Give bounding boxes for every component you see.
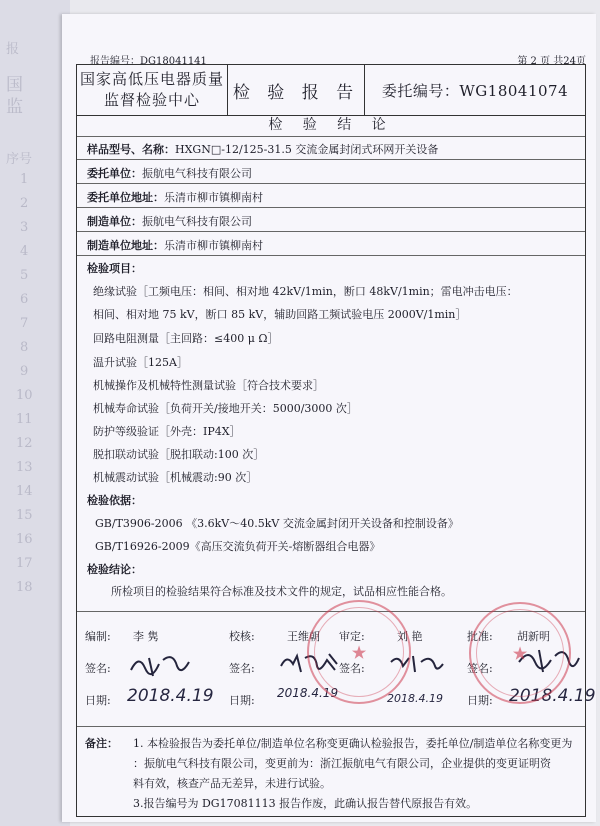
check-label: 校核: — [229, 630, 255, 643]
compile-label: 编制: — [85, 630, 111, 643]
info-label: 委托单位： — [87, 167, 142, 180]
ghost-text: 15 — [16, 508, 33, 523]
info-row — [77, 208, 585, 232]
result-text: 所检项目的检验结果符合标准及技术文件的规定，试品相应性能合格。 — [111, 585, 452, 598]
ghost-text: 3 — [20, 220, 29, 235]
report-body — [76, 114, 596, 817]
approve-name: 胡新明 — [517, 630, 550, 643]
review-name: 刘 艳 — [397, 630, 423, 643]
date-label: 日期: — [467, 694, 493, 707]
test-item: 机械震动试验［机械震动:90 次］ — [93, 471, 258, 484]
ghost-text: 2 — [20, 196, 29, 211]
info-row — [77, 160, 585, 184]
info-value: HXGN□-12/125-31.5 交流金属封闭式环网开关设备 — [175, 143, 439, 156]
info-row — [77, 232, 585, 256]
ghost-text: 13 — [16, 460, 33, 475]
ghost-text: 报 — [6, 42, 20, 57]
entrust-number: 委托编号：WG18041074 — [381, 81, 569, 100]
ghost-text: 7 — [20, 316, 29, 331]
notes-section — [77, 726, 585, 817]
ghost-text: 17 — [16, 556, 33, 571]
sign-label: 签名: — [85, 662, 111, 675]
org-line-2: 监督检验中心 — [103, 91, 200, 109]
basis-title: 检验依据： — [87, 494, 142, 507]
items-title: 检验项目： — [87, 262, 142, 275]
signature-compile — [127, 650, 197, 680]
info-label: 制造单位地址： — [87, 239, 164, 252]
test-item: 回路电阻测量［主回路：≤400 μ Ω］ — [93, 332, 279, 345]
sign-label: 签名: — [339, 662, 365, 675]
info-label: 制造单位： — [87, 215, 142, 228]
date-check: 2018.4.19 — [277, 686, 339, 700]
test-item: 绝缘试验［工频电压：相间、相对地 42kV/1min，断口 48kV/1min；雷电冲击电压： — [93, 285, 518, 298]
info-value: 乐清市柳市镇柳南村 — [164, 191, 263, 204]
test-item: 机械寿命试验［负荷开关/接地开关：5000/3000 次］ — [93, 402, 358, 415]
approve-label: 批准: — [467, 630, 493, 643]
test-item: 机械操作及机械特性测量试验［符合技术要求］ — [93, 379, 324, 392]
ghost-text: 监 — [6, 97, 23, 117]
ghost-text: 14 — [16, 484, 33, 499]
test-item: 相间、相对地 75 kV，断口 85 kV，辅助回路工频试验电压 2000V/1min］ — [93, 308, 467, 321]
test-item: 温升试验［125A］ — [93, 356, 188, 369]
compile-name: 李 隽 — [133, 630, 159, 643]
ghost-text: 6 — [20, 292, 29, 307]
ghost-text: 12 — [16, 436, 33, 451]
test-item: 脱扣联动试验［脱扣联动:100 次］ — [93, 448, 265, 461]
report-title: 检 验 报 告 — [228, 65, 365, 115]
inspection-stamp: ★ — [307, 600, 411, 704]
date-compile: 2018.4.19 — [127, 686, 214, 706]
notes-label: 备注： — [85, 737, 118, 750]
ghost-text: 4 — [20, 244, 29, 259]
date-label: 日期: — [229, 694, 255, 707]
check-name: 王维朝 — [287, 630, 320, 643]
date-review: 2018.4.19 — [387, 692, 443, 705]
info-row — [77, 184, 585, 208]
basis-item: GB/T16926-2009《高压交流负荷开关-熔断器组合电器》 — [95, 540, 381, 553]
date-approve: 2018.4.19 — [509, 686, 596, 706]
result-title: 检验结论： — [87, 563, 142, 576]
organization-name — [77, 65, 228, 115]
sign-label: 签名: — [467, 662, 493, 675]
sign-label: 签名: — [229, 662, 255, 675]
conclusion-title: 检 验 结 论 — [77, 114, 585, 137]
basis-item: GB/T3906-2006 《3.6kV～40.5kV 交流金属封闭开关设备和控制设备》 — [95, 517, 459, 530]
info-row — [77, 137, 585, 160]
test-item: 防护等级验证［外壳：IP4X］ — [93, 425, 241, 438]
note-line: 料有效，核查产品无差异，未进行试验。 — [133, 777, 331, 790]
info-value: 振航电气科技有限公司 — [142, 215, 252, 228]
ghost-text: 9 — [20, 364, 29, 379]
note-line: 1. 本检验报告为委托单位/制造单位名称变更确认检验报告，委托单位/制造单位名称变更为 — [133, 737, 573, 750]
ghost-text: 18 — [16, 580, 33, 595]
inspection-stamp: ★ — [469, 602, 571, 704]
info-label: 委托单位地址： — [87, 191, 164, 204]
info-value: 乐清市柳市镇柳南村 — [164, 239, 263, 252]
report-number: 报告编号：DG18041141 — [90, 56, 207, 67]
info-label: 样品型号、名称： — [87, 143, 175, 156]
info-value: 振航电气科技有限公司 — [142, 167, 252, 180]
ghost-text: 8 — [20, 340, 29, 355]
page-info: 第 2 页 共24页 — [517, 56, 586, 67]
ghost-text: 5 — [20, 268, 29, 283]
report-header — [76, 64, 586, 116]
ghost-text: 16 — [16, 532, 33, 547]
note-line: ：振航电气科技有限公司，变更前为：浙江振航电气有限公司，企业提供的变更证明资 — [133, 757, 551, 770]
underlying-page — [0, 0, 70, 826]
date-label: 日期: — [85, 694, 111, 707]
ghost-text: 国 — [6, 75, 23, 95]
ghost-text: 10 — [16, 388, 33, 403]
review-label: 审定: — [339, 630, 365, 643]
ghost-text: 1 — [20, 172, 29, 187]
ghost-text: 序号 — [6, 152, 33, 167]
note-line: 3.报告编号为 DG17081113 报告作废，此确认报告替代原报告有效。 — [133, 797, 478, 810]
ghost-text: 11 — [16, 412, 33, 427]
org-line-1: 国家高低压电器质量 — [79, 70, 224, 88]
